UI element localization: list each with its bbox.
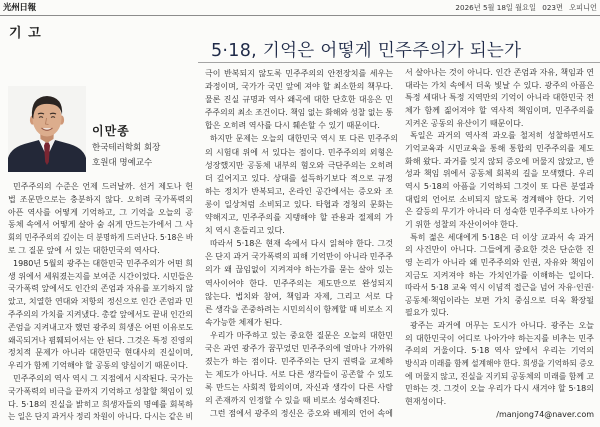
text-line: 민하는 것. 그것이 오늘 우리가 다시 새겨야 할 5·18의 — [405, 384, 594, 394]
masthead-divider — [0, 15, 600, 16]
issue-date: 2026년 5월 18일 월요일 — [455, 3, 536, 12]
paragraph — [205, 132, 398, 237]
text-line: 독일은 과거의 역사적 과오를 철저히 성찰하면서도 — [410, 131, 594, 141]
page-section: 오피니언 — [569, 3, 597, 12]
text-line: 합은 오히려 역사를 다시 훼손할 수 있기 때문이다. — [205, 121, 380, 131]
text-line: 성과 책임 위에서 공동체 회복의 길을 모색했다. 우리 — [405, 169, 594, 179]
author-affiliation: 호원대 명예교수 — [92, 158, 153, 168]
text-line: 생 위에서 세워졌는지를 보여준 시간이었다. 시민들은 — [8, 271, 194, 281]
text-line: 따라서 5·18은 현재 속에서 다시 읽혀야 한다. 그것 — [210, 239, 393, 249]
text-line: 1980년 5월의 광주는 대한민국 민주주의가 어떤 희 — [13, 258, 193, 268]
text-line: 치 역시 흔들리고 있다. — [205, 226, 285, 236]
issue-dateline — [451, 3, 597, 13]
paragraph — [405, 130, 594, 231]
author-affiliation: 한국테러학회 회장 — [92, 143, 161, 153]
text-line: 하는 정치가 반복되고, 온라인 공간에서는 증오와 조 — [205, 186, 393, 196]
text-line: 국가폭력의 비극을 끝까지 기억하고 성찰할 책임이 있 — [8, 386, 194, 396]
text-column — [8, 181, 193, 424]
paragraph — [205, 329, 393, 408]
text-line: 국가폭력 앞에서도 인간의 존엄과 자유를 포기하지 않 — [8, 284, 194, 294]
text-line: 화해 왔다. 과거를 잊지 않되 증오에 머물지 않았고, 반 — [405, 156, 594, 166]
text-line: 다. 5·18의 진실을 밝히고 희생자들의 명예를 회복하 — [8, 399, 193, 409]
paragraph — [8, 181, 193, 258]
text-line: 현재성이다. — [405, 397, 447, 407]
text-line: 과정이며, 국가가 국민 앞에 져야 할 최소한의 책무다. — [205, 82, 393, 92]
text-column — [205, 67, 398, 421]
text-line: 회의 민주주의의 깊이는 더 분명하게 드러난다. 5·18은 바 — [8, 233, 193, 243]
text-line: 속가능한 체제가 된다. — [205, 317, 283, 327]
text-line: 서 살아나는 것이 아니다. 인간 존엄과 자유, 책임과 연 — [405, 68, 594, 77]
text-line: 약해지고, 민주주의를 지탱해야 할 관용과 절제의 가 — [205, 213, 393, 223]
text-line: 른 생각을 존중하려는 시민의식이 함께할 때 비로소 지 — [205, 304, 393, 314]
text-line: 아픈 역사를 어떻게 기억하고, 그 기억을 오늘의 공 — [8, 207, 193, 217]
text-line: 공동체·책임이라는 보편 가치 중심으로 더욱 확장될 — [405, 295, 594, 305]
paragraph — [205, 67, 393, 132]
text-line: 지금도 지켜져야 하는 가치인가를 이해하는 일이다. — [405, 270, 594, 280]
author-email: /manjong74@naver.com — [496, 409, 594, 419]
text-line: 역사이어야 한다. 민주주의는 제도만으로 완성되지 — [205, 278, 393, 288]
text-line: 록 만드는 사회적 합의이며, 자신과 생각이 다른 사람 — [205, 383, 393, 393]
paragraph — [8, 373, 193, 424]
text-line: 의 대한민국이 어디로 나아가야 하는지를 비추는 민주 — [405, 333, 594, 343]
title-divider — [198, 62, 600, 63]
text-line: 동체 속에서 어떻게 살아 숨 쉬게 만드는가에서 그 사 — [8, 220, 193, 230]
section-label: 기 고 — [9, 26, 42, 41]
paragraph — [8, 258, 193, 373]
page-number: 023면 — [542, 3, 563, 12]
text-line: 지켜온 공동의 유산이기 때문이다. — [405, 118, 524, 128]
text-line: 영 논리가 아니라 왜 민주주의와 인권, 자유와 책임이 — [405, 257, 594, 267]
text-line: 민주주의의 수준은 언제 드러날까. 선거 제도나 헌 — [13, 182, 193, 191]
author-photo — [8, 86, 86, 172]
text-column — [405, 67, 594, 421]
text-line: 주주의의 최소 조건이다. 책임 없는 화해와 성찰 없는 통 — [205, 108, 393, 118]
text-line: 기 위한 성찰의 자산이어야 한다. — [405, 219, 519, 229]
text-line: 에 머물지 않고, 진실을 지키되 공동체의 미래를 함께 고 — [405, 371, 594, 381]
paragraph — [405, 320, 594, 409]
text-line: 우리가 마주하고 있는 중요한 질문은 오늘의 대한민 — [210, 330, 393, 340]
text-line: 성장했지만 공동체 내부의 혐오와 극단주의는 오히려 — [205, 160, 393, 170]
newspaper-logo: 光州日報 — [3, 3, 36, 13]
text-line: 방식과 미래를 함께 설계해야 한다. 희생을 기억하되 증오 — [405, 359, 594, 369]
paragraph — [405, 67, 594, 130]
text-line: 특정 세대나 특정 지역만의 기억이 아니라 대한민국 전 — [405, 93, 594, 103]
text-line: 의 시험대 위에 서 있다는 점이다. 민주주의의 외형은 — [205, 147, 393, 157]
text-line: 정치적 문제가 아니라 대한민국 현대사의 진실이며, — [8, 348, 193, 358]
text-line: 그런 점에서 광주의 정신은 증오와 배제의 언어 속에 — [210, 409, 393, 419]
text-line: 체가 함께 짊어져야 할 역사적 책임이며, 민주주의를 — [405, 105, 594, 115]
text-line: 존엄을 지켜내고자 했던 광주의 희생은 어떤 이유로도 — [8, 322, 194, 332]
text-line: 롱이 일상처럼 소비되고 있다. 타협과 경청의 문화는 — [205, 199, 393, 209]
text-line: 않는다. 법치와 참여, 책임과 자제, 그리고 서로 다 — [205, 291, 393, 301]
text-line: 는 일은 단지 과거사 정리 차원이 아니다. 다시는 같은 비 — [8, 412, 193, 422]
text-line: 왜곡되거나 폄훼되어서는 안 된다. 그것은 특정 진영의 — [8, 335, 193, 345]
text-line: 특히 젊은 세대에게 5·18은 더 이상 교과서 속 과거 — [410, 232, 594, 242]
text-line: 민주주의의 역사 역시 그 지점에서 시작된다. 국가는 — [13, 373, 194, 383]
text-line: 더 깊어지고 있다. 상대를 설득하기보다 적으로 규정 — [205, 173, 393, 183]
text-line: 기억교육과 시민교육을 통해 통합의 민주주의를 제도 — [405, 143, 594, 153]
text-line: 주주의의 가치를 지켜냈다. 총칼 앞에서도 끝내 인간의 — [8, 309, 193, 319]
text-line: 하지만 문제는 오늘의 대한민국 역시 또 다른 민주주의 — [209, 134, 398, 144]
text-line: 은 단지 과거 국가폭력의 피해 기억만이 아니라 민주주 — [205, 252, 393, 262]
text-line: 우리가 함께 기억해야 할 공동의 양심이기 때문이다. — [8, 361, 189, 371]
text-line: 광주는 과거에 머무는 도시가 아니다. 광주는 오늘 — [410, 321, 594, 331]
text-line: 주의의 거울이다. 5·18 역사 앞에서 우리는 기억의 — [405, 346, 594, 356]
text-line: 필요가 있다. — [405, 308, 449, 318]
text-line: 대라는 가치 속에서 더욱 빛날 수 있다. 광주의 아픔은 — [405, 80, 594, 90]
text-line: 물론 진실 규명과 역사 왜곡에 대한 단호한 대응은 민 — [205, 95, 393, 105]
text-line: 았고, 치열한 연대와 저항의 정신으로 인간 존엄과 민 — [8, 297, 193, 307]
paragraph — [205, 407, 393, 420]
text-line: 의가 왜 끊임없이 지켜져야 하는가를 묻는 살아 있는 — [205, 265, 393, 275]
paragraph — [205, 237, 393, 329]
text-line: 로 그 질문 앞에 서 있는 대한민국의 역사다. — [8, 245, 160, 255]
text-line: 의 존재까지 인정할 수 있을 때 비로소 성숙해진다. — [205, 396, 380, 406]
text-line: 졌는가 하는 점이다. 민주주의는 단지 권력을 교체하 — [205, 357, 393, 367]
text-line: 은 갈등의 무기가 아니라 더 성숙한 민주주의로 나아가 — [405, 207, 594, 217]
text-line: 극이 반복되지 않도록 민주주의의 안전장치를 세우는 — [205, 69, 393, 78]
text-line: 법 조문만으로는 충분하지 않다. 오히려 국가폭력의 — [8, 194, 193, 204]
text-line: 는 제도가 아니다. 서로 다른 생각들이 공존할 수 있도 — [205, 370, 393, 380]
author-name: 이만종 — [92, 124, 130, 138]
article-title: 5·18, 기억은 어떻게 민주주의가 되는가 — [211, 41, 522, 61]
text-line: 국은 과연 광주가 꿈꾸었던 민주주의에 얼마나 가까워 — [205, 343, 393, 353]
text-line: 의 사건만이 아니다. 그들에게 중요한 것은 단순한 진 — [405, 245, 594, 255]
text-line: 대립의 언어로 소비되지 않도록 경계해야 한다. 기억 — [405, 194, 594, 204]
text-line: 따라서 5·18 교육 역시 이념적 접근을 넘어 자유·인권· — [405, 283, 594, 293]
paragraph — [405, 232, 594, 321]
text-line: 역시 5·18의 아픔을 기억하되 그것이 또 다른 분열과 — [405, 181, 594, 191]
